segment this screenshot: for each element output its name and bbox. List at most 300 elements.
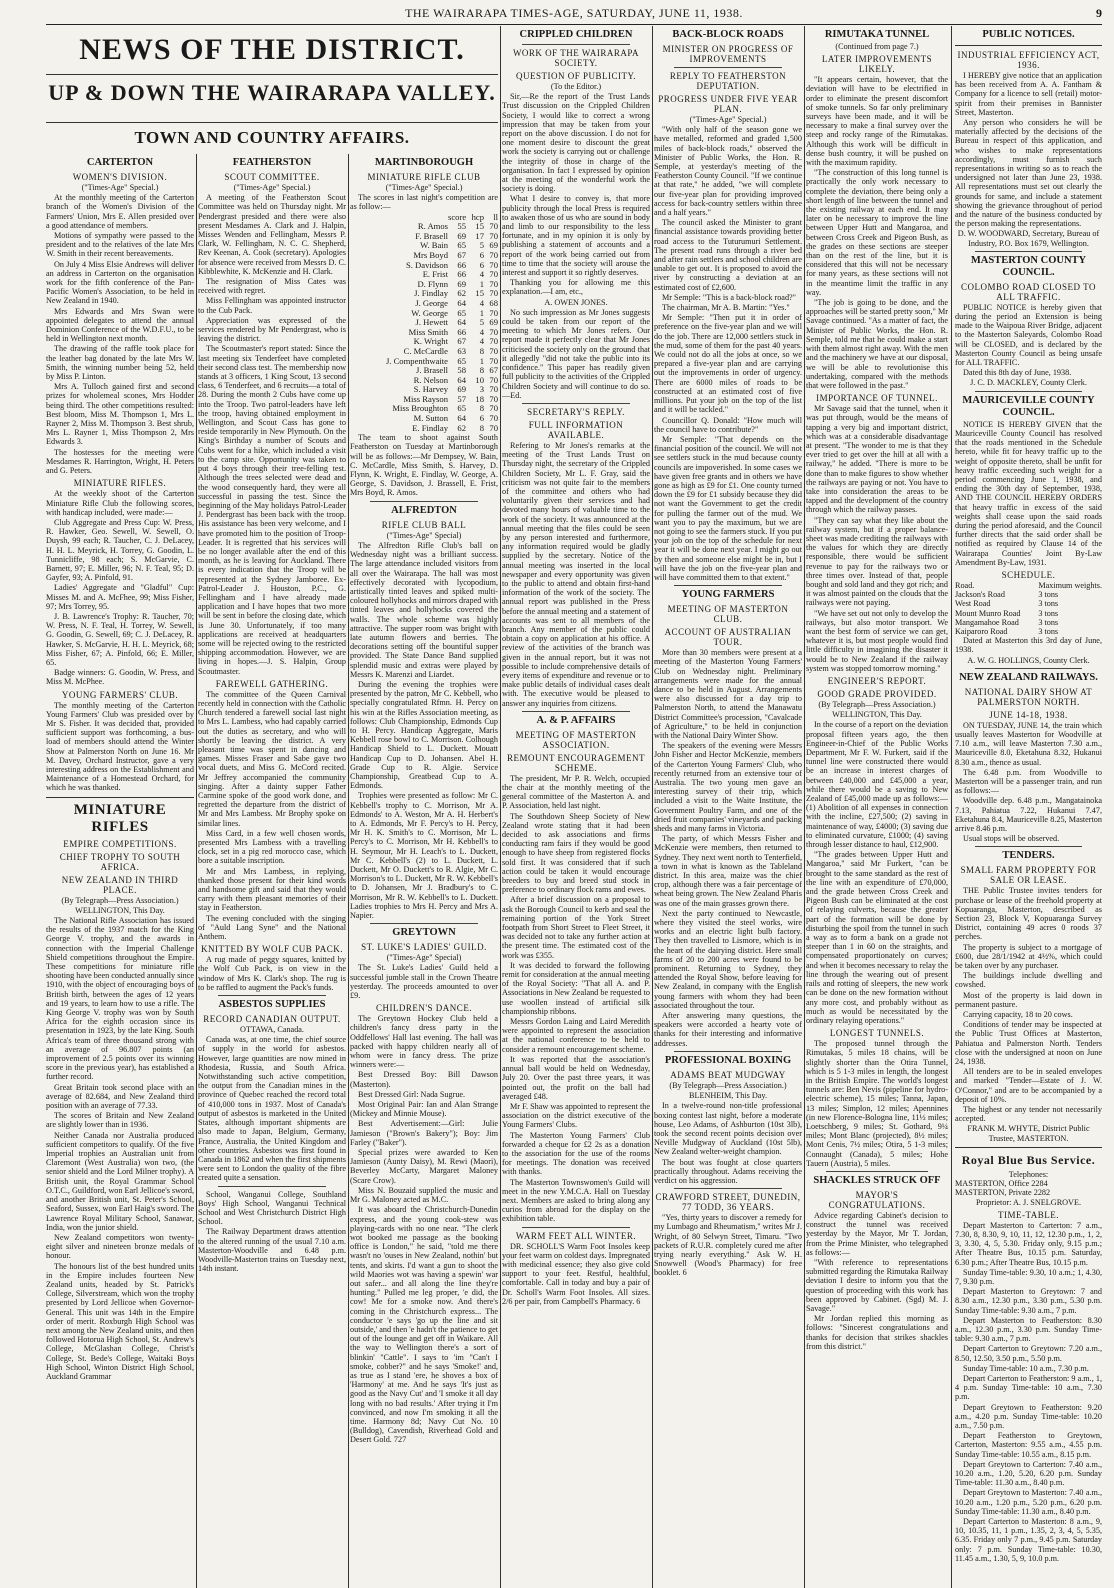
score-value: 4 [479,297,484,308]
divider [826,1171,928,1172]
paragraph: NOTICE IS HEREBY GIVEN that the Mauriceville County Council has resolved that the roads mentioned in the Schedule hereto, while fit for heavy traffic up to the weight of opposite thereto, shall be unfit for heavy traffic exceeding such weight for a period commencing June 1, 1938, and ending the 30th day of September, 1938, AND THE COUNCIL HEREBY ORDERS that heavy traffic in excess of the said weights shall cease upon the said roads during the period aforesaid, and the Council further directs that the said order shall be notified as required by Clause 14 of the Wairarapa Counties' Joint By-Law Amendment By-Law, 1931. [955,419,1102,567]
subheading: INDUSTRIAL EFFICIENCY ACT, 1936. [957,50,1100,70]
score-value: 70 [489,384,498,395]
article-body [502,92,650,296]
paragraph: Depart Masterton to Featherston: 8.30 a.m., 12.30 p.m., 3.30 p.m. Sunday Time-table: 9.30 a.m., 7 p.m. [955,1315,1102,1344]
score-name: Miss Rayson [403,393,448,404]
paragraph: In the course of a report on the deviation proposal fifteen years ago, the then Engineer-in-Chief of the Public Works Department, Mr F. W. Furkert, said if the tunnel line were constructed there would be an increase in interest charges of between £40,000 and £45,000 a year, while there would be a saving to New Zealand of £45,000 made up as follows:—(1) Abolition of all expenses in connection with the incline, £27,500; (2) saving in maintenance of way, £4000; (3) saving due to eliminated curvature, £1000; (4) saving through lesser distance to haul, £12,900. [806,720,948,850]
byline: ("Times-Age" Special.) [385,183,463,192]
ad-text: "Yes, thirty years to discover a remedy for my Lumbago and Rheumatism," writes Mr J. Wright, of 80 Selwyn Street, Timaru. "Two packets of R.U.R. completely cured me after trying nearly everything." Ask W. H. Snowwell (Wood's Pharmacy) for free booklet. 6 [654,1213,802,1278]
score-value: 69 [457,384,466,395]
score-value: 69 [457,230,466,241]
paragraph: Most Original Pair: Ian and Alan Strange (Mickey and Minnie Mouse). [350,1100,498,1119]
paragraph: In a twelve-round non-title professional boxing contest last night, before a moderate house, Leo Adams, of Ashburton (10st 3lb), took the second recent points decision over Neville Mudgway of Auckland (10st 5lb), New Zealand welter-weight champion. [654,1101,802,1157]
paragraph: Conditions of tender may be inspected at the Public Trust Offices at Masterton, Pahiatua and Palmerston North. Tenders close with the undersigned at noon on June 24, 1938. [955,1020,1102,1067]
subheading: GOOD GRADE PROVIDED. [817,689,937,699]
paragraph: The speakers of the evening were Messrs John Fisher and Hector McKenzie, members of the Carterton Young Farmers' Club, who recently returned from an extensive tour of Australia. The two young men gave an interesting survey of their trip, which included a visit to the Waite Institute, the Government Poultry Farm, and one of the dried fruit companies' vineyards and packing sheds and many farms in Victoria. [654,741,802,834]
title-rule-2 [46,122,498,123]
subheading: RECORD CANADIAN OUTPUT. [203,1014,341,1025]
score-value: 64 [457,297,466,308]
heading-rimutaka-tunnel: RIMUTAKA TUNNEL [824,29,930,40]
paragraph: Best Dressed Girl: Nada Sugrue. [358,1089,466,1099]
article-body [198,1035,346,1182]
score-value: 69 [489,317,498,328]
score-value: 65 [457,355,466,366]
score-value: 15 [475,221,484,232]
paragraph: Most of the property is laid down in permanent pasture. [955,990,1102,1009]
article-body [46,916,194,1381]
heading-ap-affairs: A. & P. AFFAIRS [536,714,616,726]
paragraph: Mrs Edwards and Mrs Swan were appointed delegates to attend the annual Dominion Conference of the W.D.F.U., to be held in Wellington next month. [46,306,194,344]
score-value: 64 [457,413,466,424]
paragraph: Next the party continued to Newcastle, where they visited the steel works, wire works and an electric light bulb factory. They then travelled to Lismore, which is in the heart of the dairying district. Here small farms of 20 to 200 acres were found to be prominent. Returning to Sydney, they attended the Royal Show, before leaving for New Zealand, in company with the English young farmers with whom they had been associated throughout the tour. [654,908,802,1010]
article-body [806,1211,948,1351]
score-value: 4 [479,269,484,280]
subheading: FULL INFORMATION AVAILABLE. [528,419,624,440]
paragraph: The Alfredton Rifle Club's ball on Wednesday night was a brilliant success. The large attendance included visitors from all over the Wairarapa. The hall was most effectively decorated with lycopodium, artistically tinted leaves and spiked multi-coloured hollyhocks and mirrors draped with tinted leaves and hollyhocks covered the walls. The whole scheme was highly attractive. The supper room was bright with late autumn flowers and berries. The decorations setting off the bountiful supper provided. The State Dance Band supplied splendid music and extras were played by Messrs K. Marenzi and Liardet. [350,540,498,679]
subheading: MEETING OF MASTERTON ASSOCIATION. [515,729,637,750]
paragraph: Special prizes were awarded to Ken Jamieson (Aunty Daisy), M. Rewi (Maori), Beverley McCarty, Margaret Maloney (Scare Crow). [350,1148,498,1185]
subheading: COLOMBO ROAD CLOSED TO ALL TRAFFIC. [961,281,1096,302]
main-subtitle: UP & DOWN THE WAIRARAPA VALLEY. [48,80,496,105]
paragraph: "The grades between Upper Hutt and Mangaroa," said Mr Furkert, "can be brought to the same standard as the rest of the line with an expenditure of £70,000, and the grade between Cross Creek and Pigeon Bush can be eliminated at the cost of relaying culverts, because the greater part of the formation will be done by disturbing the spoil from the tunnel in such a way as to form a bank on a grade not steeper than 1 in 60 on the straights, and compensated proportionately on curves; and when it becomes necessary to relay the line through the wearing out of present rails and rotting of sleepers, the new work can be done on the new formation without any more cost, and probably without as much as would be necessitated by the ordinary relaying operations." [806,850,948,1025]
divider [218,1186,326,1187]
heading-back-block-roads: BACK-BLOCK ROADS [672,29,784,40]
byline: ("Times-Age" Special) [386,953,462,963]
score-name: J. Brasell [416,365,448,376]
ad-heading: WARM FEET ALL WINTER. [515,1230,637,1241]
dateline: BLENHEIM, This Day. [688,1091,767,1101]
subheading: WORK OF THE WAIRARAPA SOCIETY. [512,48,640,68]
subheading: NEW ZEALAND IN THIRD PLACE. [61,874,179,895]
score-name: W. Bain [420,240,448,251]
columns [46,26,1102,1588]
score-value: 5 [479,317,484,328]
score-name: Mrs Boyd [413,249,448,260]
score-value: 66 [457,269,466,280]
paragraph: A rug made of peggy squares, knitted by the Wolf Cub Pack, is on view in the window of Mrs K. Clark's shop. The rug is to be raffled to augment the Pack's funds. [198,955,346,992]
paragraph: New Zealand competitors won twenty-eight silver and nineteen bronze medals of honour. [46,1232,194,1261]
paragraph: Great Britain took second place with an average of 82.684, and New Zealand third position with an average of 77.33. [46,1082,194,1111]
subheading: LONGEST TUNNELS. [829,1028,925,1039]
paragraph: Depart Featherston to Greytown, Carterton, Masterton: 9.55 a.m., 4.55 p.m. Sunday Time-table: 10.55 a.m., 8.15 p.m. [955,1431,1102,1459]
intro: The scores in last night's competition are as follow:— [350,193,498,212]
masthead [46,6,1102,25]
paragraph: The Southdown Sheep Society of New Zealand wrote stating that it had been decided to ask associations and firms conducting ram fairs if they would be good enough to have sheep from registered flocks sold first. It was considered that if such action could be taken it would encourage breeders to buy and breed stud stock in preference to ordinary flock rams and ewes. [502,811,650,895]
paragraph: Mr Semple: "This is a back-block road?" [662,292,797,302]
score-value: 67 [457,249,466,260]
score-value: 69 [489,240,498,251]
score-value: 1 [479,355,484,366]
article-body [350,1014,498,1444]
divider [975,846,1082,847]
paragraph: Depart Greytown to Carterton: 7.40 a.m., 10.20 a.m., 1.20, 5.20, 6.20 p.m. Sunday Time-table: 11.30 a.m., 8.40 p.m. [955,1459,1102,1488]
article-body [806,1039,948,1168]
subheading: MINIATURE RIFLE CLUB [367,172,481,182]
paragraph: Depart Carterton to Masterton: 8 a.m., 9, 10, 10.35, 11, 1 p.m., 1.35, 2, 3, 4, 5, 5.35, 6.35. Friday only 7 p.m., 9.45 p.m. Saturday only: 7 p.m. Sunday Time-table: 10.30, 11.45 a.m., 1.30, 5, 9, 10.0 p.m. [955,1517,1102,1563]
signature: A. W. G. HOLLINGS, County Clerk. [967,655,1090,665]
heading-alfredton: ALFREDTON [391,504,457,516]
paragraph: It was reported that the association's annual ball would be held on Wednesday, July 20. Over the past three years, it was pointed out, the profit on the ball had averaged £48. [502,1054,650,1101]
paragraph: The honours list of the best hundred units in the Empire includes fourteen New Zealand units, headed by St. Patrick's College, Silverstream, which won the trophy presented by Lord Jellicoe when Governor-General. This unit was 14th in the Empire order of merit. Roxburgh High School was next among the New Zealand units, and then followed Hotorua High School, St. Andrew's College, McGlashan College, Christ's College, St. Bede's College, Waitaki Boys High School, Winton District High School, Auckland Grammar [46,1261,194,1381]
subheading: QUESTION OF PUBLICITY. [515,71,637,81]
article-body [46,193,194,475]
divider [522,711,630,712]
subheading: SCHEDULE. [1001,569,1056,580]
score-value: 62 [457,422,466,433]
score-value: 67 [489,365,498,376]
score-value: 69 [457,278,466,289]
title-rule [46,74,498,75]
article-body [806,720,948,1025]
schedule-header: Maximum weights. [1038,580,1102,590]
score-value: 62 [457,288,466,299]
article-body [502,308,650,400]
paragraph: I HEREBY give notice that an application has been received from A. A. Fantham & Company for a licence to sell (retail) motor-spirit from their premises in Bannister Street, Masterton. [955,71,1102,117]
divider [522,403,630,404]
paragraph: After a brief discussion on a proposal to ask the Borough Council to kerb and seal the remaining portion of the York Street footpath from Short Street to Fleet Street, it was decided not to take any further action at the present time. The estimated cost of the work was £355. [502,895,650,960]
subheading: SECRETARY'S REPLY. [527,406,625,417]
paragraph: The party, of which Messrs Fisher and McKenzie were members, then returned to Sydney. They next went north to Tenterfield, a town in what is known as the Tableland district. In this area, maize was the chief crop, although there was a fair percentage of wheat being grown. The New Zealand Pharis was one of the main grasses grown there. [654,834,802,908]
paragraph: The St. Luke's Ladies' Guild held a successful jumble stall in the Crown Theatre yesterday. The proceeds amounted to over £9. [350,963,498,1001]
subheading: KNITTED BY WOLF CUB PACK. [201,944,343,955]
paragraph: The team to shoot against South Featherston on Tuesday at Martinborough will be as follows:—Mr Dempsey, W. Bain, C. McCardle, Miss Smith, S. Harvey, D. Flynn, K. Wright, E. Findlay, W. George, A. George, S. Davidson, J. Brassell, E. Frist, Mrs Boyd, R. Amos. [350,433,498,498]
paragraph: Canada was, at one time, the chief source of supply in the world for asbestos. However, large quantities are now mined in Rhodesia, Russia, and South Africa. Notwithstanding such active competition, the output from the Canadian mines in the province of Quebec reached the record total of 410,000 tons in 1937. Most of Canada's output of asbestos is marketed in the United States, although important shipments are also made to Japan, Belgium, Germany, France, Australia, the United Kingdom and other countries. Asbestos was first found in Canada in 1862 and when the first shipments were sent to London the quality of the fibre created quite a sensation. [198,1035,346,1183]
article-body [806,75,948,390]
score-value: 70 [489,249,498,260]
subheading: EMPIRE COMPETITIONS. [63,838,177,849]
subheading: SCOUT COMMITTEE. [224,172,320,182]
divider [370,501,478,502]
score-value: 10 [475,374,484,385]
paragraph: Depart Greytown to Masterton: 7.40 a.m., 10.20 a.m., 1.20 p.m., 5.20 p.m., 6.20 p.m. Sunday Time-table: 11.30 a.m., 8.40 p.m. [955,1488,1102,1516]
paragraph: The Masterton Young Farmers' Club forwarded a cheque for £2 2s as a donation to the association for the use of the rooms for meetings. The donation was received with thanks. [502,1130,650,1177]
score-value: 6 [479,259,484,270]
subheading: JUNE 14-18, 1938. [989,709,1068,720]
heading-young-farmers: YOUNG FARMERS [681,589,775,601]
paragraph: Best Dressed Boy: Bill Dawson (Masterton). [350,1070,498,1089]
byline: ("Times-Age" Special.) [81,183,159,192]
divider [370,923,478,924]
paragraph: Miss Fellingham was appointed instructor to the Cub Pack. [198,296,346,315]
paragraph: The hostesses for the meeting were Mesdames R. Harrington, Wright, H. Peters and G. Peters. [46,447,194,476]
score-value: 8 [479,422,484,433]
score-value: 4 [479,336,484,347]
paragraph: Badge winners: G. Goodin, W. Press, and Miss M. McPhee. [46,668,194,687]
schedule-header: Road. [955,580,975,590]
score-value: 17 [475,230,484,241]
score-value: 58 [457,365,466,376]
article-body [46,489,194,686]
paragraph: The monthly meeting of the Carterton Young Farmers' Club was presided over by Mr S. Fisher. It was decided that, provided sufficient support was forthcoming, a bus-load of members should attend the Winter Show at Palmerston North on June 16. Mr M. Davey, Orchard Instructor, gave a very interesting address on the Establishment and Maintenance of a Homestead Orchard, for which he was thanked. [46,700,194,793]
subheading: CHIEF TROPHY TO SOUTH AFRICA. [59,851,181,872]
schedule-weight: 3 tons [1038,617,1059,627]
score-value: 70 [489,422,498,433]
score-name: F. Brasell [415,230,448,241]
paragraph: The National Rifle Association has issued the results of the 1937 match for the King George V. trophy, and the awards in connection with the Imperial Challenge Shield competitions throughout the Empire. These competitions for miniature rifle shooting have been conducted annually since 1910, with the object of encouraging boys of British birth, between the ages of 12 years and 19 years, to learn how to use a rifle. The King George V. trophy was won by South Africa for the eighth occasion since its presentation in 1923, by the late King. South Africa's team of three thousand strong with an average of 96.807 points (an improvement of 2.5 points over its winning score in the previous year), has established a further record. [46,916,194,1082]
subheading: TIME-TABLE. [997,1209,1060,1220]
article-body [654,125,802,582]
paragraph: The evening concluded with the singing of "Auld Lang Syne" and the National Anthem. [198,913,346,942]
score-value: 70 [489,393,498,404]
score-value: 65 [457,307,466,318]
divider [674,1188,782,1189]
paragraph: Refering to Mr Jones's remarks at the meeting of the Trust Lands Trust on Thursday night, the secretary of the Crippled Children Society, Mr L. F. Gray, said the criticism was not quite fair to the members of the committee and others who had voluntarily given their services and had devoted many hours of valuable time to the work of the society. It was announced at the annual meeting that the files could be seen by any person interested and furthermore, any information required would be gladly supplied by the secretary. Notice of the annual meeting was inserted in the local newspaper and every opportunity was given to the public to attend and obtain first-hand information of the work of the society. The annual report was published in the Press before the annual meeting and a statement of accounts was sent to all members of the branch. Any member of the public could obtain a copy on application at his office. A review of the activities of the branch was given in the annual report, but it was not possible to include comprehensive details of every items of expenditure and revenue or to make public details of individual cases dealt with. The executive would be pleased to answer any inquiries from citizens. [502,440,650,708]
subheading: FAREWELL GATHERING. [215,678,329,689]
paragraph: Any person who considers he will be materially affected by the decisions of the Bureau in respect of this application, and who wishes to make representations accordingly, must furnish such representations in writing so as to reach the undersigned not later than June 23, 1938. All representations must set out clearly the grounds for same, and include a statement showing the grievance throughout of period and the nature of the business conducted by the person making the representations. [955,118,1102,229]
article-body [502,441,650,708]
paragraph: Neither Canada nor Australia produced sufficient competitors to qualify. Of the five Imperial trophies an Australian unit from Claremont (West Australia) won two, (the senior shield and the Lord Milner trophy). A British unit, the Royal Grammar School O.T.C., Guildford, won Earl Jellicoe's sword, and another British unit, St. Peter's School, Seaford, Sussex, won Earl Haig's sword. The Lawrence Royal Military School, Sanawar, India, won the junior shield. [46,1130,194,1232]
paragraph: Woodville dep. 6.48 p.m., Mangatainoka 7.13, Pahiatua 7.22, Hukanui 7.47, Eketahuna 8.4, Mauriceville 8.25, Masterton arrive 8.46 p.m. [955,796,1102,833]
score-name: R. Nelson [413,374,448,385]
article-body [198,690,346,941]
divider [955,1147,1102,1148]
divider [218,995,326,996]
article-body [198,955,346,992]
score-table [350,213,498,434]
paragraph: Motions of sympathy were passed to the president and to the relatives of the late Mrs W. Smith in their recent bereavements. [46,231,194,259]
paragraph: Miss N. Bouzaid supplied the music and Mr G. Maloney acted as M.C. [350,1185,498,1205]
paragraph: PUBLIC NOTICE is hereby given that during the period an Extension is being made to the Waipoua River Bridge, adjacent to the Masterton Saleyards, Colombo Road will be CLOSED, and is declared by the Masterton County Council as being unsafe for ALL TRAFFIC. [955,302,1102,368]
heading-masterton-county: MASTERTON COUNTY COUNCIL. [970,254,1087,278]
paragraph: "With reference to representations submitted regarding the Rimutaka Railway deviation I desire to inform you that the question of proceeding with this work has been approved by Cabinet. (Sgd) M. J. Savage." [806,1257,948,1313]
score-value: 15 [475,288,484,299]
paragraph: More than 30 members were present at a meeting of the Masterton Young Farmers' Club on Wednesday night. Preliminary arrangements were made for the annual dance to be held in August. Arrangements were also discussed for a day trip to Palmerston North, to attend the Manawatu District Committee's procession, "Cavalcade of Agriculture," to be held in conjunction with the National Dairy Winter Show. [654,648,802,740]
paragraph: The drawing of the raffle took place for the leather bag donated by the late Mrs W. Smith, the winning number being 52, held by Miss P. Linton. [46,344,194,382]
paragraph: All tenders are to be in sealed envelopes and marked "Tender—Estate of J. W. O'Connor," and are to be accompanied by a deposit of 10%. [955,1067,1102,1104]
heading-carterton: CARTERTON [86,157,154,168]
paragraph: The Scoutmaster's report stated: Since the last meeting six Tenderfeet have completed their second class test. The membership now stands at 3 officers, 1 King Scout, 13 second class, 6 Tenderfeet, and 6 recruits—a total of 28. During the month 2 Cubs have come up into the Troop. Two patrol-leaders have left the troop, having obtained employment in Wellington, and Scout Cass has gone to reside temporarily in New Plymouth. On the King's Birthday a number of Scouts and Cubs went for a hike, which included a visit to the camp site. Opportunity was taken to put 4 boys through their tree-felling test. Although the trees selected were dead and the wood consequently hard, they were all successful in passing the test. Since the beginning of the May holidays Patrol-Leader J. Pendergrast has been back with the troop. His assistance has been very welcome, and I have promoted him to the position of Troop-Leader. It is regretted that his services will be no longer available after the end of this month, as he is leaving for Auckland. There is every indication that the Troop will be represented at the Sydney Jamboree. Ex-Patrol-Leader J. Houston, P.C., G. Fellingham and I have already made application and I have hopes that two more will be sent in before the closing date, which is June 30. Unfortunately, if too many applications are received at headquarters some will be rejected owing to the restricted shipping accommodation. However, we are living in hopes.—J. S. Halpin, Group Scoutmaster. [198,344,346,676]
paragraph: It was aboard the Christchurch-Dunedin express, and the young cook-stew was playing-cards with no one near. "The clerk wot booked me passage as the booking office is London," he said, "told me there wasn't no 'ouses in New Zealand, nothin' but tents, and skirts. I'd want a gun to shoot the wild Maories wot was having a spewin' war out safer... and all along the line they're hunting." Pulled me leg proper, 'e did, the cow! Me for a smoke now. And there's coming in the Christchurch express... The conductor 'e says 'go up the line and sit outside,' and then 'e hadn't the patience to get out of the lounge and get off in Waikare. All the way to Wellington there's a sort of blinkin' "Cattle". I says to 'im "Can't I smoke, cobber?" and he says 'Smoke!' and, as true as I stand 'ere, he shoves a box of 'Harmony' at me. And he says 'It's just as good as the Navy Cut' and 'I smoke it all day long with no bad results.' After trying it I'm convinced, and now I'm smoking it all the time. Harmony 8d; Navy Cut No. 10 (Bulldog), Cavendish, Riverhead Gold and Desert Gold. 727 [350,1205,498,1445]
paragraph: The resignation of Miss Cates was received with regret. [198,277,346,296]
score-name: J. Findlay [414,288,448,299]
telephone-line: MASTERTON, Private 2282 [955,1188,1051,1198]
score-value: 3 [479,384,484,395]
byline: ("Times-Age" Special.) [689,115,767,124]
score-name: E. Frist [422,269,448,280]
heading-greytown: GREYTOWN [392,927,456,939]
score-value: 70 [489,288,498,299]
article-body [654,648,802,1048]
paragraph: Best Advertisement:—Girl: Julie Jamieson ("Brown's Bakery"); Boy: Jim Farley ("Baker"). [350,1119,498,1147]
section-title: TOWN AND COUNTRY AFFAIRS. [134,128,410,147]
paragraph: At the weekly shoot of the Carterton Miniature Rifle Club the following scores, with handicap included, were made:— [46,489,194,517]
score-value: 6 [479,249,484,260]
paragraph: Sunday Time-table: 9.30, 10 a.m.; 1, 4.30, 7, 9.30 p.m. [955,1267,1102,1286]
score-value: 8 [479,345,484,356]
subheading: MINIATURE RIFLES. [73,478,167,489]
divider [674,67,782,68]
heading-mauriceville-county: MAURICEVILLE COUNTY COUNCIL. [962,394,1095,418]
column-rule [951,26,952,1588]
byline: (To the Editor.) [550,82,602,91]
paragraph: The Greytown Hockey Club held a children's fancy dress party in the Oddfellows' Hall last evening. The hall was packed with happy children nearly all of whom were in fancy dress. The prize winners were:— [350,1014,498,1070]
paragraph: The committee of the Queen Carnival recently held in connection with the Catholic Church tendered a farewell social last night to Mrs L. Lambess, who had capably carried out the duties as secretary, and who will shortly be leaving the district. A very pleasant time was spent in dancing and games. Misses Fraser and Sabe gave two vocal duets, and Miss G. McCord recited. Mr Jeffrey accompanied the community singing. After a dainty supper Father Carmine spoke of the good work done, and regretted the departure from the district of Mr and Mrs Lambess. Mr Brophy spoke on similar lines. [198,689,346,828]
score-value: 1 [479,307,484,318]
telephones-label: Telephones: [1008,1169,1049,1179]
schedule-road: Mount Munro Road [955,608,1021,618]
paragraph: "They can say what they like about the railway system, but if a proper balance-sheet was made crediting the railways with the values for which they are directly responsible, there would be sufficient revenue to pay for the railways two or three times over. Instead of that, people bought and sold land and they got rich; and it was almost painted on the clouds that the railways were not paying. [806,515,948,608]
score-name: J. Compenthwaite [385,355,448,366]
column-crippled-children [502,26,650,1588]
byline: (By Telegraph—Press Association.) [669,1080,787,1090]
column-carterton [46,154,194,1588]
column-martinborough [350,154,498,1588]
score-name: Miss Broughton [392,403,448,414]
heading-miniature-rifles: MINIATURE RIFLES [73,801,167,835]
paragraph: The scores of Britain and New Zealand are slightly lower than in 1936. [46,1111,194,1130]
score-value: 4 [479,326,484,337]
paragraph: Trophies were presented as follow: Mr C. Kebbell's trophy to C. Morrison, Mr A. Edmonds' to A. Weston, Mr A. H. Herbert's to A. Edmonds, Mr F. Percy's to H. Percy, Mr H. K. Smith's to C. Morrison, Mr L. Percy's to C. Morrison, Mr H. Kebbell's to H. Seymour, Mr H. Leach's to L. Duckett, Mr C. Kebbell's (2) to L. Duckett, L. Duckett, Mr O. Duckett's to R. Algie, Mr C. Morrison's to L. Duckett, Mr R. W. Kebbell's to D. Johansen, Mr J. Bradbury's to C. Morrison, Mr R. W. Kebbell's to L. Duckett. Ladies trophies to Mrs H. Percy and Mrs A. Napier. [350,791,498,921]
paragraph: Depart Carterton to Featherston: 9 a.m., 1, 4 p.m. Sunday Time-table: 10 a.m., 7.30 p.m. [955,1373,1102,1402]
score-value: 6 [479,413,484,424]
heading-royal-blue-bus: Royal Blue Bus Service. [961,1152,1096,1167]
paragraph: After answering many questions, the speakers were accorded a hearty vote of thanks for their interesting and informative addresses. [654,1011,802,1048]
paragraph: The chairman, Mr A. B. Martin: "Yes." [662,303,790,313]
paragraph: No such impression as Mr Jones suggests could be taken from our report of the meeting to which Mr Jones refers. Our report made it perfectly clear that Mr Jones criticised the society only on the ground that it allegedly "did not take the public into its confidence." This paper has readily given full publicity to the activities of the Crippled Children Society and will continue to do so.—Ed. [502,307,650,400]
score-value: 70 [489,355,498,366]
paragraph: The highest or any tender not necessarily accepted. [955,1105,1102,1124]
paragraph: Sir,—Re the report of the Trust Lands Trust discussion on the Crippled Children Society, I would like to correct a wrong impression that may be taken from your report on the above discussion. I do not for one moment desire to discount the great work the society is carrying out or challenge the integrity of those in charge of the organisation. In fact I expressed by opinion at the meeting of the wonderful work the society is doing. [502,92,650,194]
score-value: 70 [489,326,498,337]
divider [674,1051,782,1052]
paragraph: The buildings include dwelling and cowshed. [955,971,1102,990]
score-name: S. Harvey [413,384,448,395]
article-body [198,193,346,676]
paragraph: The property is subject to a mortgage of £600, due 28/1/1942 at 4½%, which could be taken over by any purchaser. [955,942,1102,971]
byline: (By Telegraph—Press Association.) [818,700,936,709]
heading-shackles: SHACKLES STRUCK OFF [813,1174,941,1186]
divider [522,44,630,45]
paragraph: Usual stops will be observed. [963,834,1060,844]
score-name: W. George [411,307,448,318]
column-public-notices [955,26,1102,1588]
subheading: IMPORTANCE OF TUNNEL. [816,393,938,404]
schedule-weight: 3 tons [1038,626,1059,636]
score-value: 70 [489,413,498,424]
telephone-line: MASTERTON, Office 2284 [955,1179,1048,1189]
heading-nz-railways: NEW ZEALAND RAILWAYS. [959,671,1098,683]
heading-tenders: TENDERS. [1002,850,1055,862]
paragraph: Depart Masterton to Greytown: 7 and 8.30 a.m., 12.30 p.m., 3.30 p.m., 5.30 p.m. Sunday Time-table: 9.30 a.m., 7 p.m. [955,1287,1102,1315]
paragraph: Mr Jordan replied this morning as follows: "Sincerest congratulations and thanks for decision that strikes shackles from this district." [806,1314,948,1351]
column-rule [500,26,501,1588]
paragraph: Depart Masterton to Carterton: 7 a.m., 7.30, 8, 8.30, 9, 10, 11, 12, 12.30 p.m., 1, 2, 3, 3.30, 4, 5, 5.30. Friday only, 9.15 p.m.; After Theatre Bus, 10.15 p.m. Saturday, 6.30 p.m.; After Theatre Bus, 10.15 p.m. [955,1220,1102,1267]
paragraph: The president, Mr P. R. Welch, occupied the chair at the monthly meeting of the general committee of the Masterton A. and P. Association, held last night. [502,773,650,811]
score-name: E. Findlay [412,422,448,433]
signature: A. OWEN JONES. [544,297,608,307]
paragraph: THE Public Trustee invites tenders for purchase or lease of the freehold property at Kopuaranga, Masterton, described as Section 23, Block V, Kopuaranga Survey District, containing 49 acres 0 roods 37 perches. [955,886,1102,942]
score-header-cell: ll [493,211,498,222]
schedule-road: West Road [955,599,991,609]
ad-heading: CRAWFORD STREET, DUNEDIN, 77 TODD, 36 YEARS. [655,1192,801,1213]
heading-professional-boxing: PROFESSIONAL BOXING [664,1054,792,1066]
score-name: S. Davidson [405,259,448,270]
heading-public-notices: PUBLIC NOTICES. [982,29,1075,40]
schedule-weight: 3 tons [1038,590,1059,600]
dateline: WELLINGTON, This Day. [75,905,165,915]
paragraph: Carrying capacity, 18 to 20 cows. [963,1010,1073,1020]
score-value: 70 [489,259,498,270]
heading-asbestos: ASBESTOS SUPPLIES [218,999,326,1011]
score-value: 70 [489,269,498,280]
continued-note: (Continued from page 7.) [835,42,919,51]
column-rule [196,154,197,1588]
score-value: 65 [457,403,466,414]
score-name: M. Sutton [413,413,448,424]
paragraph: Club Aggregate and Press Cup: W. Press, R. Hawker, Geo. Sewell, W. Sewell, O. Duysh, 99 each; R. Taucher, C. J. DeLacey, H. H. L. Meyrick, H. Torrey, G. Goodin, L. Tunnicliffe, 98 each; S. McGarvie, C. Barnett, 97; E. Miller, 96; N. F. Teal, 95; D. Gayfer, 93; A. Pinfold, 91. [46,517,194,583]
article-body [806,404,948,673]
signature: J. C. D. MACKLEY, County Clerk. [970,378,1087,388]
divider [674,585,782,586]
column-rule [804,26,805,1588]
schedule-weight: 3 tons [1038,599,1059,609]
paragraph: ON TUESDAY, JUNE 14, the train which usually leaves Masterton for Woodville at 7.10 a.m., will leave Masterton 7.30 a.m., Mauriceville 8.0, Eketahuna 8.32, Hukanui 8.30 a.m., thence as usual. [955,720,1102,767]
schedule-weight: 3 tons [1038,608,1059,618]
column-back-block-roads [654,26,802,1588]
score-value: 70 [489,345,498,356]
dateline: WELLINGTON, This Day. [832,710,922,720]
divider [975,251,1082,252]
score-value: 70 [489,221,498,232]
divider [46,797,194,798]
score-value: 1 [479,278,484,289]
signature: FRANK M. WHYTE, District Public Trustee, MASTERTON. [967,1124,1090,1143]
subheading: WOMEN'S DIVISION. [72,172,168,182]
ad-text: DR. SCHOLL'S Warm Foot Insoles keep your feet warm on coldest days. Impregnated with medicinal essence; they also give cold support to your feet. Restful, healthful, comfortable. Call in today and buy a pair of Dr. Scholl's Warm Foot Insoles. All sizes. 2/6 per pair, from Campbell's Pharmacy. 6 [502,1241,650,1306]
score-value: 8 [479,365,484,376]
article-body [502,774,650,1224]
paragraph: The Railway Department draws attention to the altered running of the usual 7.10 a.m. Masterton-Woodville and 6.48 p.m. Woodville-Masterton trains on Tuesday next, 14th instant. [198,1227,346,1274]
masthead-title: THE WAIRARAPA TIMES-AGE, SATURDAY, JUNE 11, 1938. [405,6,743,20]
column-rimutaka-tunnel [806,26,948,1588]
main-title: NEWS OF THE DISTRICT. [79,33,465,66]
heading-crippled-children: CRIPPLED CHILDREN [519,29,633,40]
score-value: 18 [475,393,484,404]
paragraph: Thanking you for allowing me this explanation.—I am, etc., [502,278,650,297]
score-value: 70 [489,336,498,347]
paragraph: Councillor Q. Donald: "How much will the council have to contribute?" [654,415,802,434]
paragraph: "The construction of this long tunnel is practically the only work necessary to complete the deviation, there being only a short length of line between the tunnel and the existing railway at each end. It may later on be necessary to improve the line between Upper Hutt and Mangaroa, and between Cross Creek and Pigeon Bush, as the grades on these sections are steeper than on the rest of the line, but it is considered that this will not be necessary for many years, as these sections will not in the meantime limit the traffic in any way. [806,168,948,297]
paragraph: During the evening the trophies were presented by the patron, Mr C. Kebbell, who specially congratulated Rfmn. H. Percy on his win at the Rifles Association meeting, as follows: Club Championship, Edmonds Cup to H. Percy. Handicap Aggregate, Maris Kebbell rose bowl to C. Morrison. Colhough Handicap Shield to L. Duckett. Mouatt Handicap Cup to D. Johansen. Abel H. Grade Cup to R. Algie. Service Championship, Greatbead Cup to A. Edmonds. [350,679,498,791]
subheading: ADAMS BEAT MUDGWAY [670,1069,786,1080]
heading-featherston: FEATHERSTON [232,157,312,168]
divider [975,668,1082,669]
column-rule [652,26,653,1588]
paragraph: Mr F. Shaw was appointed to represent the association on the district executive of the Young Farmers' Clubs. [502,1101,650,1130]
score-name: Miss Smith [408,326,448,337]
subheading: ST. LUKE'S LADIES' GUILD. [361,942,487,953]
score-name: R. Amos [417,221,448,232]
score-value: 64 [457,374,466,385]
score-header-cell: hcp [471,211,484,222]
schedule-table [955,581,1102,636]
score-value: 70 [489,307,498,318]
paragraph: A meeting of the Featherston Scout Committee was held on Thursday night. Mr Pendergrast presided and there were also present Mesdames A. Clark and J. Halpin, Misses Wenden and Fellingham, Messrs P. Clark, W. Fellingham, N. C. C. Shepherd, Rev Keenan, A. Cook (secretary). Apologies for absence were received from Messrs D. C. Kibblewhite, K. McKenzie and H. Clark. [198,193,346,276]
paragraph: J. B. Lawrence's Trophy: R. Taucher, 70; W. Press, N. F. Teal, H. Torrey, W. Sewell, G. Goodin, G. Sewell, 69; C. J. DeLacey, R. Hawker, S. McGarvie, H. H. L. Meyrick, 68; Miss Fisher, 67; A. Pinfold, 66; E. Miller, 65. [46,611,194,667]
score-value: 8 [479,403,484,414]
paragraph: Depart Greytown to Featherston: 9.20 a.m., 4.20 p.m. Sunday Time-table: 10.20 a.m., 7.50 p.m. [955,1402,1102,1430]
subheading: ENGINEER'S REPORT. [827,676,927,686]
score-name: J. George [415,297,448,308]
paragraph: Mr Semple: "That depends on the financial position of the council. We will not see settlers stuck in the mud because county councils are impoverished. In some cases we have given free grants and in others we have gone as high as £9 for £1. One county turned down the £9 for £1 subsidy because they did not want the Government to get the credit for pulling the farmer out of the mud. We want you to pay the maximum, but we are not going to see the farmers stuck. If you put your job on the top of the schedule for next year it will be done next year. I might go out by then and someone else might be in, but I will have the job on the five-year plan and will have committed them to that extent." [654,434,802,582]
subheading: MAYOR'S CONGRATULATIONS. [828,1189,926,1210]
heading-martinborough: MARTINBOROUGH [374,157,474,168]
subheading: LATER IMPROVEMENTS LIKELY. [821,54,933,75]
article-body [198,1190,346,1274]
score-name: K. Wright [413,336,448,347]
paragraph: The council asked the Minister to grant financial assistance towards providing better road access to the Tuturumuri Settlement. The present road runs through a river bed and after rain settlers and school children are unable to get out. It is proposed to avoid the river by constructing a deviation at an estimated cost of £2,600. [654,218,802,292]
